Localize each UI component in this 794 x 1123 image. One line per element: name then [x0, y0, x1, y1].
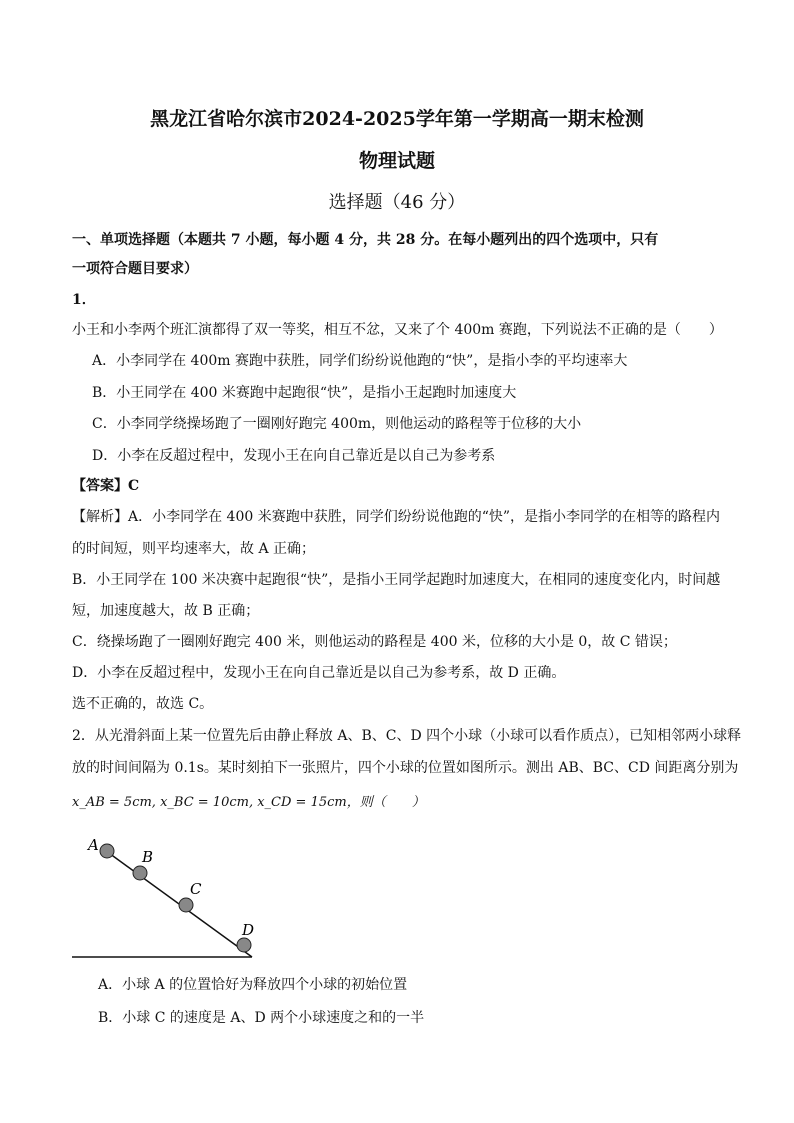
q1-analysis-line: 短，加速度越大，故 B 正确；	[72, 603, 260, 619]
q1-analysis-line: D．小李在反超过程中，发现小王在向自己靠近是以自己为参考系，故 D 正确。	[72, 665, 566, 681]
ball-b	[133, 866, 147, 880]
q1-option-a: A．小李同学在 400m 赛跑中获胜，同学们纷纷说他跑的“快”，是指小李的平均速率大	[92, 353, 628, 369]
document-subtitle: 物理试题	[358, 150, 435, 172]
q1-stem: 小王和小李两个班汇演都得了双一等奖，相互不忿，又来了个 400m 赛跑，下列说法不正确的是（ ）	[72, 322, 723, 338]
section1-heading-cont: 一项符合题目要求）	[72, 261, 198, 277]
q1-option-c: C．小李同学绕操场跑了一圈刚好跑完 400m，则他运动的路程等于位移的大小	[92, 416, 582, 432]
incline-figure	[70, 830, 270, 965]
q1-option-b: B．小王同学在 400 米赛跑中起跑很“快”，是指小王起跑时加速度大	[92, 385, 517, 401]
q1-option-d: D．小李在反超过程中，发现小王在向自己靠近是以自己为参考系	[92, 448, 496, 464]
q2-option-a: A．小球 A 的位置恰好为释放四个小球的初始位置	[98, 977, 408, 993]
q2-option-b: B．小球 C 的速度是 A、D 两个小球速度之和的一半	[98, 1010, 425, 1026]
label-b: B	[142, 848, 154, 866]
label-a: A	[88, 836, 99, 854]
q1-analysis-line: 选不正确的，故选 C。	[72, 696, 214, 712]
section-title: 选择题（46 分）	[328, 192, 466, 213]
q1-analysis-line: B．小王同学在 100 米决赛中起跑很“快”，是指小王同学起跑时加速度大，在相同的速度变化内，时间越	[72, 572, 721, 588]
label-c: C	[190, 880, 202, 898]
q1-analysis-line: 的时间短，则平均速率大，故 A 正确；	[72, 541, 316, 557]
section1-heading: 一、单项选择题（本题共 7 小题，每小题 4 分，共 28 分。在每小题列出的四个选项中，只有	[72, 232, 659, 248]
q2-stem-formula: x_AB = 5cm, x_BC = 10cm, x_CD = 15cm，则（ ）	[72, 795, 425, 810]
ball-a	[100, 844, 114, 858]
q1-analysis-line: 【解析】A．小李同学在 400 米赛跑中获胜，同学们纷纷说他跑的“快”，是指小李同学的在相等的路程内	[72, 509, 721, 525]
ball-d	[237, 938, 251, 952]
incline-line	[102, 848, 255, 957]
q1-number: 1．	[72, 292, 96, 308]
label-d: D	[242, 921, 255, 939]
q2-stem-cont: 放的时间间隔为 0.1s。某时刻拍下一张照片，四个小球的位置如图所示。测出 AB、BC、CD 间距离分别为	[72, 760, 739, 776]
ball-c	[179, 898, 193, 912]
q1-analysis-line: C．绕操场跑了一圈刚好跑完 400 米，则他运动的路程是 400 米，位移的大小是 0，故 C 错误；	[72, 634, 677, 650]
q2-stem: 2．从光滑斜面上某一位置先后由静止释放 A、B、C、D 四个小球（小球可以看作质点），已知相邻两小球释	[72, 728, 742, 744]
q1-answer: 【答案】C	[72, 478, 140, 494]
document-title: 黑龙江省哈尔滨市2024-2025学年第一学期高一期末检测	[150, 108, 644, 130]
